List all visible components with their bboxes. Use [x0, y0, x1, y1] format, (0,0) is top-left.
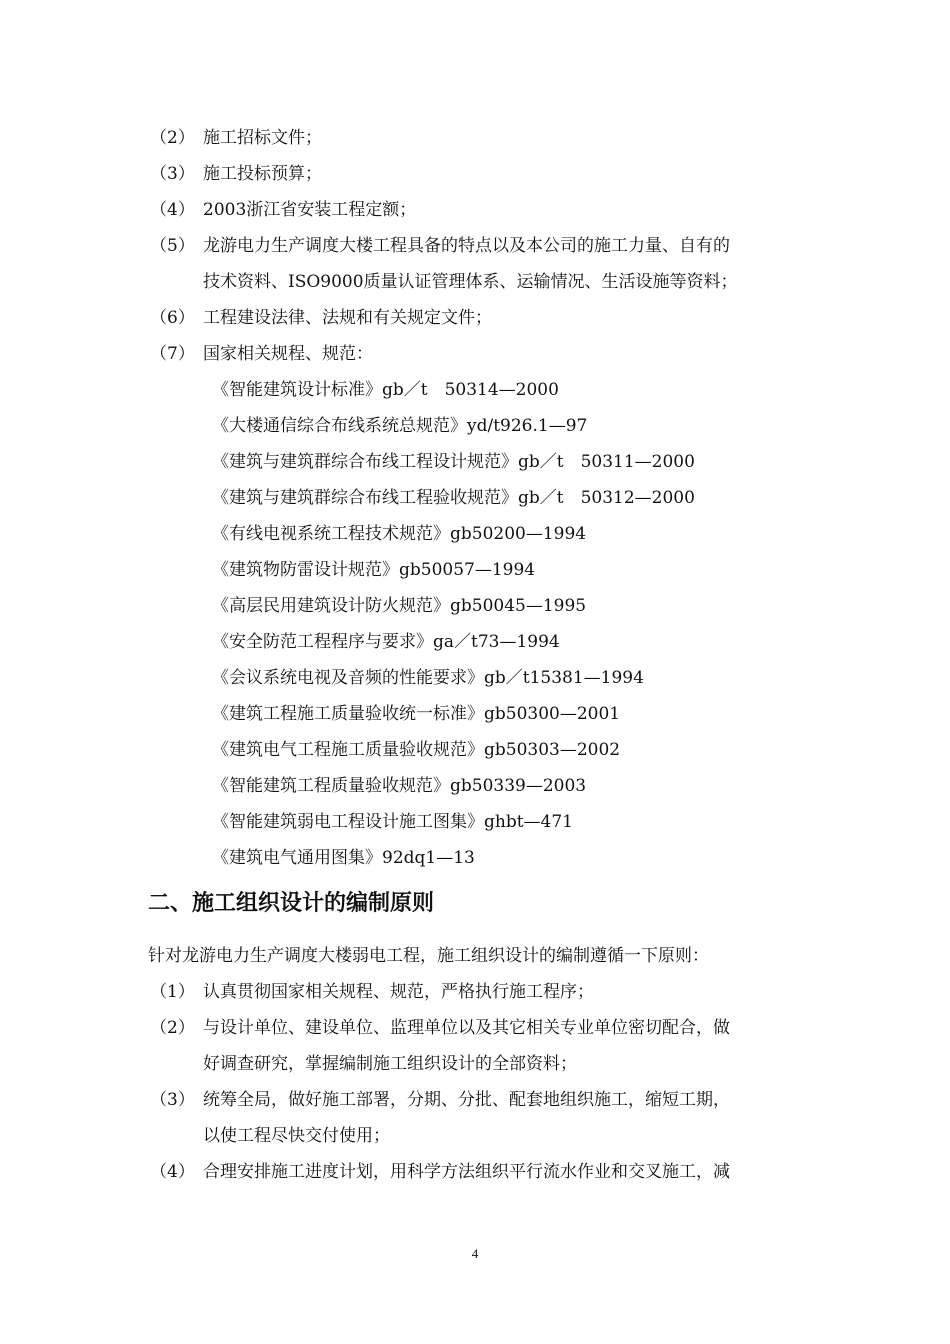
standard-reference: 《建筑物防雷设计规范》gb50057—1994	[212, 560, 536, 580]
item-text: 认真贯彻国家相关规程、规范，严格执行施工程序；	[203, 982, 594, 1002]
section-intro: 针对龙游电力生产调度大楼弱电工程，施工组织设计的编制遵循一下原则：	[148, 946, 709, 966]
standard-reference: 《智能建筑设计标准》gb／t 50314—2000	[212, 380, 559, 400]
standard-reference: 《安全防范工程程序与要求》ga／t73—1994	[212, 632, 560, 652]
item-number: （1）	[150, 982, 195, 1002]
item-text: 国家相关规程、规范：	[203, 344, 373, 364]
item-text: 龙游电力生产调度大楼工程具备的特点以及本公司的施工力量、自有的	[203, 236, 730, 256]
standard-reference: 《建筑与建筑群综合布线工程设计规范》gb／t 50311—2000	[212, 452, 695, 472]
item-text: 施工招标文件；	[203, 128, 322, 148]
item-number: （2）	[150, 128, 195, 148]
standard-reference: 《智能建筑弱电工程设计施工图集》ghbt—471	[212, 812, 573, 832]
item-number: （2）	[150, 1018, 195, 1038]
item-number: （3）	[150, 1090, 195, 1110]
item-number: （7）	[150, 344, 195, 364]
standard-reference: 《大楼通信综合布线系统总规范》yd/t926.1—97	[212, 416, 588, 436]
standard-reference: 《建筑工程施工质量验收统一标准》gb50300—2001	[212, 704, 621, 724]
item-text: 施工投标预算；	[203, 164, 322, 184]
item-number: （5）	[150, 236, 195, 256]
standard-reference: 《智能建筑工程质量验收规范》gb50339—2003	[212, 776, 587, 796]
item-number: （3）	[150, 164, 195, 184]
standard-reference: 《建筑电气通用图集》92dq1—13	[212, 848, 475, 868]
page-number: 4	[471, 1246, 479, 1261]
item-text: 技术资料、ISO9000质量认证管理体系、运输情况、生活设施等资料；	[203, 272, 738, 292]
standard-reference: 《会议系统电视及音频的性能要求》gb／t15381—1994	[212, 668, 644, 688]
standard-reference: 《建筑与建筑群综合布线工程验收规范》gb／t 50312—2000	[212, 488, 695, 508]
item-text: 2003浙江省安装工程定额；	[203, 200, 417, 220]
item-text: 合理安排施工进度计划，用科学方法组织平行流水作业和交叉施工，减	[203, 1162, 730, 1182]
item-number: （4）	[150, 200, 195, 220]
item-number: （4）	[150, 1162, 195, 1182]
standard-reference: 《有线电视系统工程技术规范》gb50200—1994	[212, 524, 587, 544]
item-text: 与设计单位、建设单位、监理单位以及其它相关专业单位密切配合，做	[203, 1018, 730, 1038]
section-heading: 二、施工组织设计的编制原则	[148, 891, 435, 916]
item-text: 好调查研究，掌握编制施工组织设计的全部资料；	[203, 1054, 577, 1074]
standard-reference: 《建筑电气工程施工质量验收规范》gb50303—2002	[212, 740, 621, 760]
item-text: 工程建设法律、法规和有关规定文件；	[203, 308, 492, 328]
item-text: 统筹全局，做好施工部署，分期、分批、配套地组织施工，缩短工期，	[203, 1090, 730, 1110]
item-number: （6）	[150, 308, 195, 328]
standard-reference: 《高层民用建筑设计防火规范》gb50045—1995	[212, 596, 587, 616]
item-text: 以使工程尽快交付使用；	[203, 1126, 390, 1146]
